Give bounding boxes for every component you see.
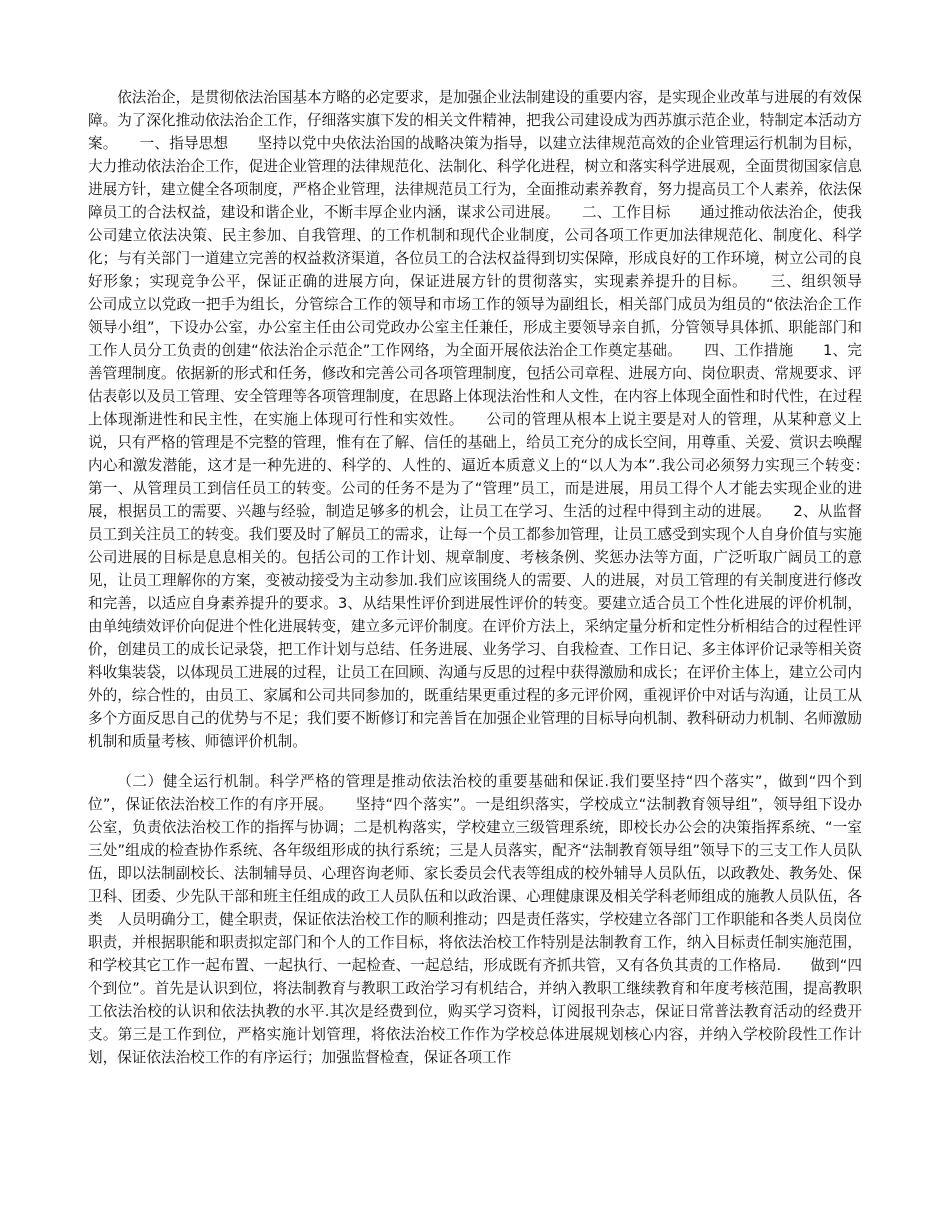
body-paragraph-1: 依法治企，是贯彻依法治国基本方略的必定要求，是加强企业法制建设的重要内容，是实现企业改革与进展的有效保障。为了深化推动依法治企工作，仔细落实旗下发的相关文件精神，把我公司建设成为西苏旗示范企业，特制定本活动方案。 一、指导思想 坚持以党中央依法治国的战略决策为指导，以建立法律规范高效的企业管理运行机制为目标，大力推动依法治企工作，促进企业管理的法律规范化、法制化、科学化进程，树立和落实科学进展观，全面贯彻国家信息进展方针，建立健全各项制度，严格企业管理，法律规范员工行为，全面推动素养教育，努力提高员工个人素养，依法保障员工的合法权益，建设和谐企业，不断丰厚企业内涵，谋求公司进展。 二、工作目标 通过推动依法治企，使我公司建立依法决策、民主参加、自我管理、的工作机制和现代企业制度，公司各项工作更加法律规范化、制度化、科学化；与有关部门一道建立完善的权益救济渠道，各位员工的合法权益得到切实保障，形成良好的工作环境，树立公司的良好形象；实现竞争公平，保证正确的进展方向，保证进展方针的贯彻落实，实现素养提升的目标。 三、组织领导 公司成立以党政一把手为组长，分管综合工作的领导和市场工作的领导为副组长，相关部门成员为组员的“依法治企工作领导小组”，下设办公室，办公室主任由公司党政办公室主任兼任，形成主要领导亲自抓，分管领导具体抓、职能部门和工作人员分工负责的创建“依法治企示范企”工作网络，为全面开展依法治企工作奠定基础。 四、工作措施 1、完善管理制度。依据新的形式和任务，修改和完善公司各项管理制度，包括公司章程、进展方向、岗位职责、常规要求、评估表彰以及员工管理、安全管理等各项管理制度，在思路上体现法治性和人文性，在内容上体现全面性和时代性，在过程上体现渐进性和民主性，在实施上体现可行性和实效性。 公司的管理从根本上说主要是对人的管理，从某种意义上说，只有严格的管理是不完整的管理，惟有在了解、信任的基础上，给员工充分的成长空间，用尊重、关爱、赏识去唤醒内心和激发潜能，这才是一种先进的、科学的、人性的、逼近本质意义上的“以人为本”.我公司必须努力实现三个转变： 第一、从管理员工到信任员工的转变。公司的任务不是为了“管理”员工，而是进展，用员工得个人才能去实现企业的进展，根据员工的需要、兴趣与经验，制造足够多的机会，让员工在学习、生活的过程中得到主动的进展。 2、从监督员工到关注员工的转变。我们要及时了解员工的需求，让每一个员工都参加管理，让员工感受到实现个人自身价值与实施公司进展的目标是息息相关的。包括公司的工作计划、规章制度、考核条例、奖惩办法等方面，广泛听取广阔员工的意见，让员工理解你的方案，变被动接受为主动参加.我们应该围绕人的需要、人的进展，对员工管理的有关制度进行修改和完善，以适应自身素养提升的要求。3、从结果性评价到进展性评价的转变。要建立适合员工个性化进展的评价机制，由单纯绩效评价向促进个性化进展转变，建立多元评价制度。在评价方法上，采纳定量分析和定性分析相结合的过程性评价，创建员工的成长记录袋，把工作计划与总结、任务进展、业务学习、自我检查、工作日记、多主体评价记录等相关资料收集装袋，以体现员工进展的过程，让员工在回顾、沟通与反思的过程中获得激励和成长；在评价主体上，建立公司内外的，综合性的，由员工、家属和公司共同参加的，既重结果更重过程的多元评价网，重视评价中对话与沟通，让员工从多个方面反思自己的优势与不足；我们要不断修订和完善旨在加强企业管理的目标导向机制、教科研动力机制、名师激励机制和质量考核、师德评价机制。 bbox=[88, 89, 892, 750]
body-paragraph-2: （二）健全运行机制。科学严格的管理是推动依法治校的重要基础和保证.我们要坚持“四个落实”，做到“四个到位”，保证依法治校工作的有序开展。 坚持“四个落实”。一是组织落实，学校成立“法制教育领导组”，领导组下设办公室，负责依法治校工作的指挥与协调；二是机构落实，学校建立三级管理系统，即校长办公会的决策指挥系统、“一室三处”组成的检查协作系统、各年级组形成的执行系统；三是人员落实，配齐“法制教育领导组”领导下的三支工作人员队伍，即以法制副校长、法制辅导员、心理咨询老师、家长委员会代表等组成的校外辅导人员队伍，以政教处、教务处、保卫科、团委、少先队干部和班主任组成的政工人员队伍和以政治课、心理健康课及相关学科老师组成的施教人员队伍，各类 人员明确分工，健全职责，保证依法治校工作的顺利推动；四是责任落实，学校建立各部门工作职能和各类人员岗位职责，并根据职能和职责拟定部门和个人的工作目标，将依法治校工作特别是法制教育工作，纳入目标责任制实施范围，和学校其它工作一起布置、一起执行、一起检查、一起总结，形成既有齐抓共管，又有各负其责的工作格局. 做到“四个到位”。首先是认识到位，将法制教育与教职工政治学习有机结合，并纳入教职工继续教育和年度考核范围，提高教职工依法治校的认识和依法执教的水平.其次是经费到位，购买学习资料，订阅报刊杂志，保证日常普法教育活动的经费开支。第三是工作到位，严格实施计划管理，将依法治校工作作为学校总体进展规划核心内容，并纳入学校阶段性工作计划，保证依法治校工作的有序运行；加强监督检查，保证各项工作 bbox=[88, 773, 862, 1066]
document-page bbox=[88, 86, 892, 1069]
